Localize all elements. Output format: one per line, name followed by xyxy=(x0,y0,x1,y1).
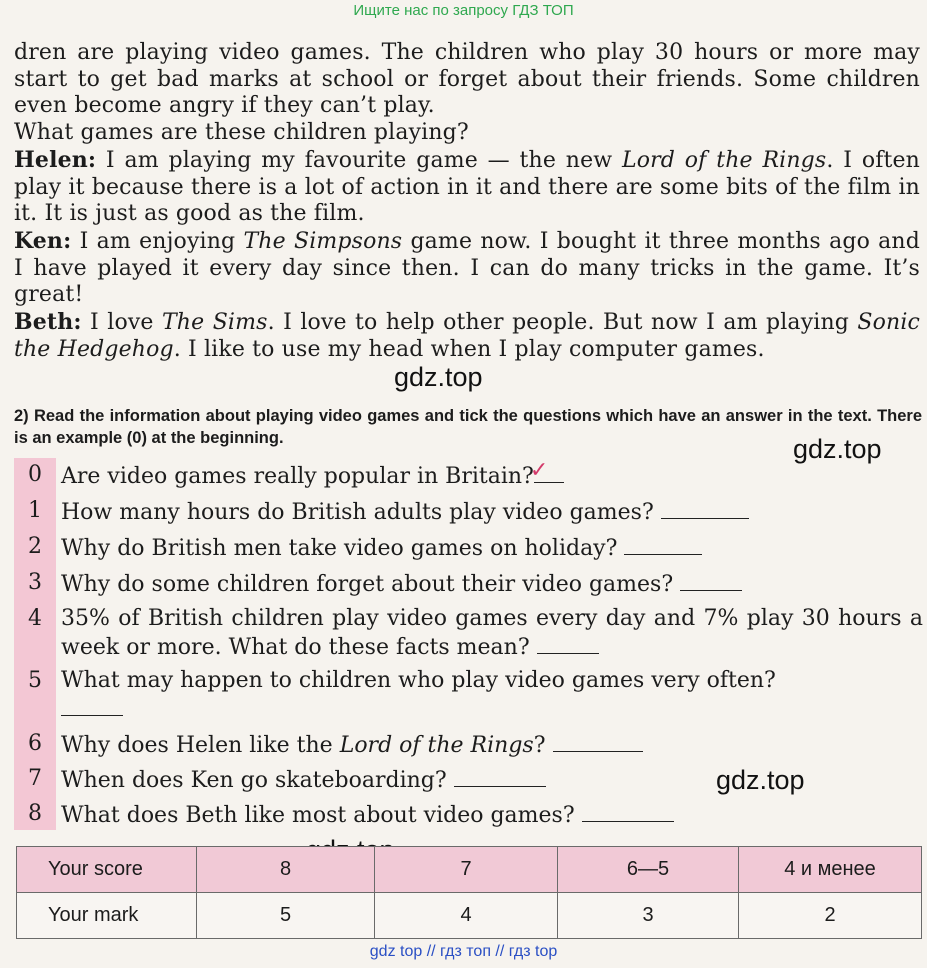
table-cell: 2 xyxy=(739,893,922,939)
ken-paragraph: Ken: I am enjoying The Simpsons game now. I bought it three months ago and I have played it every day since then. I can do many tricks in the game. It’s great! xyxy=(14,227,920,308)
task-instructions: 2) Read the information about playing video games and tick the questions which have an answer in the text. There is an example (0) at the beginning. xyxy=(14,407,922,447)
checkmark-icon: ✓ xyxy=(529,458,549,483)
site-banner: Ищите нас по запросу ГДЗ ТОП xyxy=(353,2,574,19)
question-number: 2 xyxy=(28,534,42,559)
reading-passage xyxy=(14,40,920,363)
answer-blank[interactable] xyxy=(661,497,749,519)
question-number: 3 xyxy=(28,570,42,595)
row-label: Your mark xyxy=(17,893,197,939)
question-number: 7 xyxy=(28,766,42,791)
answer-blank[interactable] xyxy=(680,569,742,591)
answer-blank[interactable] xyxy=(454,765,546,787)
score-table xyxy=(16,846,922,939)
question-number: 6 xyxy=(28,731,42,756)
speaker-name: Beth: xyxy=(14,309,82,336)
helen-paragraph: Helen: I am playing my favourite game — the new Lord of the Rings. I often play it because there is a lot of action in it and there are some bits of the film in it. It is just as good as the film. xyxy=(14,146,920,227)
question-number: 1 xyxy=(28,498,42,523)
table-cell: 6—5 xyxy=(558,847,739,893)
question-number: 5 xyxy=(28,668,42,693)
watermark: gdz.top xyxy=(716,765,805,795)
table-cell: 4 и менее xyxy=(739,847,922,893)
watermark: gdz.top xyxy=(394,362,483,392)
speaker-name: Ken: xyxy=(14,227,72,254)
answer-blank[interactable] xyxy=(529,458,564,483)
watermark: gdz.top xyxy=(793,434,882,464)
table-cell: 4 xyxy=(375,893,558,939)
question-number: 4 xyxy=(28,606,42,631)
row-label: Your score xyxy=(17,847,197,893)
table-row xyxy=(17,847,922,893)
answer-blank[interactable] xyxy=(624,533,702,555)
beth-paragraph: Beth: I love The Sims. I love to help other people. But now I am playing Sonic the Hedgehog. I like to use my head when I play computer games. xyxy=(14,309,920,362)
passage-question: What games are these children playing? xyxy=(14,120,469,146)
answer-blank[interactable] xyxy=(582,800,674,822)
table-row xyxy=(17,893,922,939)
table-cell: 8 xyxy=(197,847,375,893)
answer-blank[interactable] xyxy=(553,730,643,752)
answer-blank[interactable] xyxy=(537,632,599,654)
footer-links[interactable]: gdz top // гдз топ // гдз top xyxy=(369,943,558,960)
question-number: 0 xyxy=(28,462,42,487)
speaker-name: Helen: xyxy=(14,146,97,173)
table-cell: 5 xyxy=(197,893,375,939)
table-cell: 3 xyxy=(558,893,739,939)
question-number: 8 xyxy=(28,801,42,826)
table-cell: 7 xyxy=(375,847,558,893)
answer-blank[interactable] xyxy=(61,694,123,716)
passage-intro: dren are playing video games. The children who play 30 hours or more may start to get bad marks at school or forget about their friends. Some children even become angry if they can’t play. xyxy=(14,40,920,119)
